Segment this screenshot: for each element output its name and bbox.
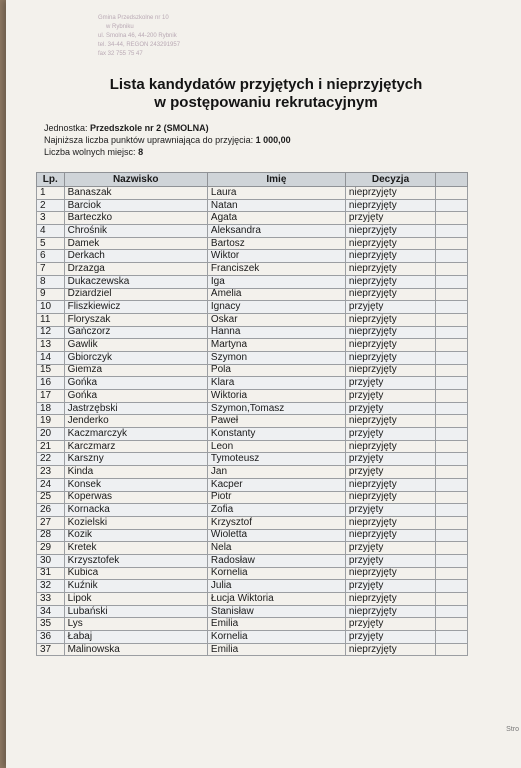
cell-decision: przyjęty	[345, 580, 435, 593]
cell-empty	[436, 313, 468, 326]
cell-empty	[436, 529, 468, 542]
unit-value: Przedszkole nr 2 (SMOLNA)	[90, 123, 209, 133]
cell-lp: 23	[37, 466, 65, 479]
cell-empty	[436, 390, 468, 403]
cell-lp: 30	[37, 554, 65, 567]
table-row	[37, 643, 468, 656]
stamp-line: Gmina Przedszkolne nr 10	[98, 15, 169, 21]
cell-lp: 15	[37, 364, 65, 377]
cell-lp: 21	[37, 440, 65, 453]
cell-decision: przyjęty	[345, 453, 435, 466]
cell-empty	[436, 199, 468, 212]
page-footer: Stro	[506, 726, 519, 733]
cell-lp: 20	[37, 428, 65, 441]
cell-decision: nieprzyjęty	[345, 593, 435, 606]
cell-lp: 18	[37, 402, 65, 415]
cell-lp: 11	[37, 313, 65, 326]
cell-surname: Barteczko	[64, 212, 207, 225]
cell-name: Tymoteusz	[207, 453, 345, 466]
unit-label: Jednostka:	[44, 123, 88, 133]
min-points-value: 1 000,00	[255, 135, 291, 145]
cell-surname: Kubica	[64, 567, 207, 580]
cell-empty	[436, 605, 468, 618]
cell-surname: Drzazga	[64, 263, 207, 276]
cell-surname: Gońka	[64, 390, 207, 403]
free-places-line	[44, 146, 291, 158]
table-row	[37, 187, 468, 200]
table-row	[37, 301, 468, 314]
cell-decision: nieprzyjęty	[345, 250, 435, 263]
table-row	[37, 428, 468, 441]
cell-empty	[436, 580, 468, 593]
header-empty	[436, 173, 468, 187]
cell-decision: przyjęty	[345, 390, 435, 403]
cell-name: Julia	[207, 580, 345, 593]
cell-surname: Konsek	[64, 478, 207, 491]
table-row	[37, 377, 468, 390]
table-row	[37, 466, 468, 479]
table-row	[37, 288, 468, 301]
cell-decision: nieprzyjęty	[345, 364, 435, 377]
cell-surname: Kretek	[64, 542, 207, 555]
table-row	[37, 212, 468, 225]
cell-surname: Karszny	[64, 453, 207, 466]
cell-decision: przyjęty	[345, 631, 435, 644]
table-row	[37, 478, 468, 491]
cell-decision: nieprzyjęty	[345, 440, 435, 453]
recruitment-info	[44, 122, 291, 158]
cell-empty	[436, 478, 468, 491]
cell-empty	[436, 364, 468, 377]
cell-decision: przyjęty	[345, 377, 435, 390]
cell-surname: Karczmarz	[64, 440, 207, 453]
cell-surname: Gońka	[64, 377, 207, 390]
title-line-1: Lista kandydatów przyjętych i nieprzyjętych	[109, 76, 423, 93]
cell-decision: przyjęty	[345, 618, 435, 631]
table-row	[37, 593, 468, 606]
table-row	[37, 326, 468, 339]
cell-name: Laura	[207, 187, 345, 200]
table-row	[37, 453, 468, 466]
table-row	[37, 605, 468, 618]
table-row	[37, 225, 468, 238]
cell-empty	[436, 275, 468, 288]
min-points-line	[44, 134, 291, 146]
free-places-value: 8	[138, 147, 144, 157]
cell-lp: 14	[37, 351, 65, 364]
table-row	[37, 250, 468, 263]
stamp-line: tel. 34-44, REGON 243291957	[98, 42, 181, 48]
cell-lp: 3	[37, 212, 65, 225]
cell-surname: Koperwas	[64, 491, 207, 504]
cell-lp: 2	[37, 199, 65, 212]
header-name: Imię	[207, 173, 345, 187]
cell-decision: przyjęty	[345, 301, 435, 314]
cell-lp: 29	[37, 542, 65, 555]
cell-empty	[436, 351, 468, 364]
cell-name: Szymon,Tomasz	[207, 402, 345, 415]
cell-surname: Kozielski	[64, 516, 207, 529]
cell-surname: Derkach	[64, 250, 207, 263]
cell-decision: nieprzyjęty	[345, 339, 435, 352]
cell-name: Kornelia	[207, 631, 345, 644]
cell-name: Iga	[207, 275, 345, 288]
cell-name: Łucja Wiktoria	[207, 593, 345, 606]
cell-decision: przyjęty	[345, 212, 435, 225]
cell-name: Oskar	[207, 313, 345, 326]
cell-decision: nieprzyjęty	[345, 478, 435, 491]
cell-lp: 17	[37, 390, 65, 403]
cell-empty	[436, 326, 468, 339]
cell-name: Leon	[207, 440, 345, 453]
cell-name: Szymon	[207, 351, 345, 364]
cell-name: Franciszek	[207, 263, 345, 276]
cell-surname: Floryszak	[64, 313, 207, 326]
cell-lp: 26	[37, 504, 65, 517]
cell-name: Kacper	[207, 478, 345, 491]
cell-surname: Chrośnik	[64, 225, 207, 238]
cell-decision: nieprzyjęty	[345, 313, 435, 326]
cell-empty	[436, 250, 468, 263]
cell-name: Martyna	[207, 339, 345, 352]
cell-lp: 31	[37, 567, 65, 580]
cell-lp: 6	[37, 250, 65, 263]
cell-decision: przyjęty	[345, 504, 435, 517]
cell-lp: 8	[37, 275, 65, 288]
table-row	[37, 491, 468, 504]
cell-empty	[436, 212, 468, 225]
table-row	[37, 618, 468, 631]
cell-name: Stanisław	[207, 605, 345, 618]
table-row	[37, 542, 468, 555]
cell-decision: nieprzyjęty	[345, 326, 435, 339]
cell-surname: Lubański	[64, 605, 207, 618]
cell-surname: Kornacka	[64, 504, 207, 517]
cell-lp: 27	[37, 516, 65, 529]
cell-empty	[436, 643, 468, 656]
table-row	[37, 364, 468, 377]
cell-name: Wiktoria	[207, 390, 345, 403]
cell-name: Ignacy	[207, 301, 345, 314]
cell-surname: Jastrzębski	[64, 402, 207, 415]
cell-empty	[436, 428, 468, 441]
cell-surname: Barciok	[64, 199, 207, 212]
cell-empty	[436, 504, 468, 517]
institution-stamp	[98, 14, 228, 59]
cell-lp: 19	[37, 415, 65, 428]
cell-empty	[436, 516, 468, 529]
cell-surname: Kaczmarczyk	[64, 428, 207, 441]
cell-decision: nieprzyjęty	[345, 275, 435, 288]
cell-lp: 12	[37, 326, 65, 339]
table-row	[37, 390, 468, 403]
document-page	[6, 0, 521, 768]
cell-decision: nieprzyjęty	[345, 199, 435, 212]
table-row	[37, 402, 468, 415]
cell-surname: Dziardziel	[64, 288, 207, 301]
cell-lp: 10	[37, 301, 65, 314]
cell-empty	[436, 339, 468, 352]
cell-empty	[436, 263, 468, 276]
cell-lp: 22	[37, 453, 65, 466]
cell-surname: Lys	[64, 618, 207, 631]
cell-name: Natan	[207, 199, 345, 212]
cell-name: Hanna	[207, 326, 345, 339]
cell-empty	[436, 542, 468, 555]
cell-lp: 1	[37, 187, 65, 200]
cell-name: Nela	[207, 542, 345, 555]
cell-lp: 34	[37, 605, 65, 618]
cell-name: Bartosz	[207, 237, 345, 250]
cell-decision: nieprzyjęty	[345, 491, 435, 504]
cell-empty	[436, 402, 468, 415]
cell-name: Emilia	[207, 643, 345, 656]
title-line-2: w postępowaniu rekrutacyjnym	[154, 94, 378, 111]
cell-name: Piotr	[207, 491, 345, 504]
cell-empty	[436, 593, 468, 606]
cell-lp: 36	[37, 631, 65, 644]
cell-decision: nieprzyjęty	[345, 288, 435, 301]
cell-empty	[436, 377, 468, 390]
table-row	[37, 263, 468, 276]
cell-empty	[436, 288, 468, 301]
header-lp: Lp.	[37, 173, 65, 187]
table-row	[37, 237, 468, 250]
cell-decision: przyjęty	[345, 402, 435, 415]
cell-empty	[436, 554, 468, 567]
cell-surname: Kozik	[64, 529, 207, 542]
cell-empty	[436, 631, 468, 644]
cell-name: Jan	[207, 466, 345, 479]
cell-surname: Krzysztofek	[64, 554, 207, 567]
stamp-line: w Rybniku	[106, 24, 134, 30]
cell-name: Agata	[207, 212, 345, 225]
candidates-table	[36, 172, 468, 656]
cell-empty	[436, 440, 468, 453]
cell-lp: 5	[37, 237, 65, 250]
table-row	[37, 504, 468, 517]
table-row	[37, 415, 468, 428]
cell-lp: 32	[37, 580, 65, 593]
cell-lp: 37	[37, 643, 65, 656]
cell-lp: 7	[37, 263, 65, 276]
cell-name: Emilia	[207, 618, 345, 631]
table-row	[37, 199, 468, 212]
table-header-row	[37, 173, 468, 187]
cell-empty	[436, 187, 468, 200]
cell-decision: nieprzyjęty	[345, 187, 435, 200]
header-surname: Nazwisko	[64, 173, 207, 187]
table-row	[37, 554, 468, 567]
cell-name: Konstanty	[207, 428, 345, 441]
cell-name: Pola	[207, 364, 345, 377]
cell-decision: przyjęty	[345, 542, 435, 555]
cell-lp: 24	[37, 478, 65, 491]
cell-surname: Damek	[64, 237, 207, 250]
free-places-label: Liczba wolnych miejsc:	[44, 147, 136, 157]
cell-decision: nieprzyjęty	[345, 605, 435, 618]
cell-empty	[436, 491, 468, 504]
cell-name: Radosław	[207, 554, 345, 567]
cell-empty	[436, 237, 468, 250]
unit-line	[44, 122, 291, 134]
stamp-line: ul. Smolna 46, 44-200 Rybnik	[98, 33, 177, 39]
table-row	[37, 275, 468, 288]
table-row	[37, 567, 468, 580]
cell-surname: Gańczorz	[64, 326, 207, 339]
cell-decision: nieprzyjęty	[345, 516, 435, 529]
table-row	[37, 313, 468, 326]
cell-surname: Gawlik	[64, 339, 207, 352]
cell-decision: nieprzyjęty	[345, 567, 435, 580]
cell-lp: 16	[37, 377, 65, 390]
cell-empty	[436, 225, 468, 238]
cell-lp: 28	[37, 529, 65, 542]
cell-lp: 35	[37, 618, 65, 631]
cell-decision: nieprzyjęty	[345, 415, 435, 428]
cell-name: Wiktor	[207, 250, 345, 263]
cell-decision: nieprzyjęty	[345, 237, 435, 250]
cell-decision: przyjęty	[345, 466, 435, 479]
cell-decision: przyjęty	[345, 554, 435, 567]
cell-empty	[436, 301, 468, 314]
cell-surname: Kuźnik	[64, 580, 207, 593]
cell-lp: 13	[37, 339, 65, 352]
cell-lp: 4	[37, 225, 65, 238]
table-row	[37, 631, 468, 644]
cell-name: Kornelia	[207, 567, 345, 580]
cell-empty	[436, 567, 468, 580]
cell-name: Klara	[207, 377, 345, 390]
cell-name: Amelia	[207, 288, 345, 301]
cell-surname: Giemza	[64, 364, 207, 377]
cell-surname: Gbiorczyk	[64, 351, 207, 364]
cell-empty	[436, 453, 468, 466]
table-row	[37, 516, 468, 529]
table-row	[37, 580, 468, 593]
cell-empty	[436, 415, 468, 428]
header-decision: Decyzja	[345, 173, 435, 187]
cell-decision: nieprzyjęty	[345, 263, 435, 276]
table-row	[37, 339, 468, 352]
table-row	[37, 351, 468, 364]
cell-decision: przyjęty	[345, 428, 435, 441]
cell-empty	[436, 466, 468, 479]
cell-surname: Łabaj	[64, 631, 207, 644]
cell-name: Zofia	[207, 504, 345, 517]
cell-lp: 33	[37, 593, 65, 606]
cell-lp: 25	[37, 491, 65, 504]
document-title	[66, 76, 466, 112]
cell-surname: Dukaczewska	[64, 275, 207, 288]
cell-surname: Kinda	[64, 466, 207, 479]
cell-decision: nieprzyjęty	[345, 351, 435, 364]
cell-surname: Malinowska	[64, 643, 207, 656]
table-row	[37, 529, 468, 542]
cell-decision: nieprzyjęty	[345, 529, 435, 542]
cell-empty	[436, 618, 468, 631]
min-points-label: Najniższa liczba punktów uprawniająca do przyjęcia:	[44, 135, 254, 145]
table-row	[37, 440, 468, 453]
cell-surname: Banaszak	[64, 187, 207, 200]
cell-decision: nieprzyjęty	[345, 643, 435, 656]
stamp-line: fax 32 755 75 47	[98, 51, 143, 57]
cell-surname: Fliszkiewicz	[64, 301, 207, 314]
cell-name: Krzysztof	[207, 516, 345, 529]
cell-surname: Jenderko	[64, 415, 207, 428]
cell-name: Wioletta	[207, 529, 345, 542]
cell-surname: Lipok	[64, 593, 207, 606]
cell-decision: nieprzyjęty	[345, 225, 435, 238]
cell-lp: 9	[37, 288, 65, 301]
cell-name: Aleksandra	[207, 225, 345, 238]
cell-name: Paweł	[207, 415, 345, 428]
